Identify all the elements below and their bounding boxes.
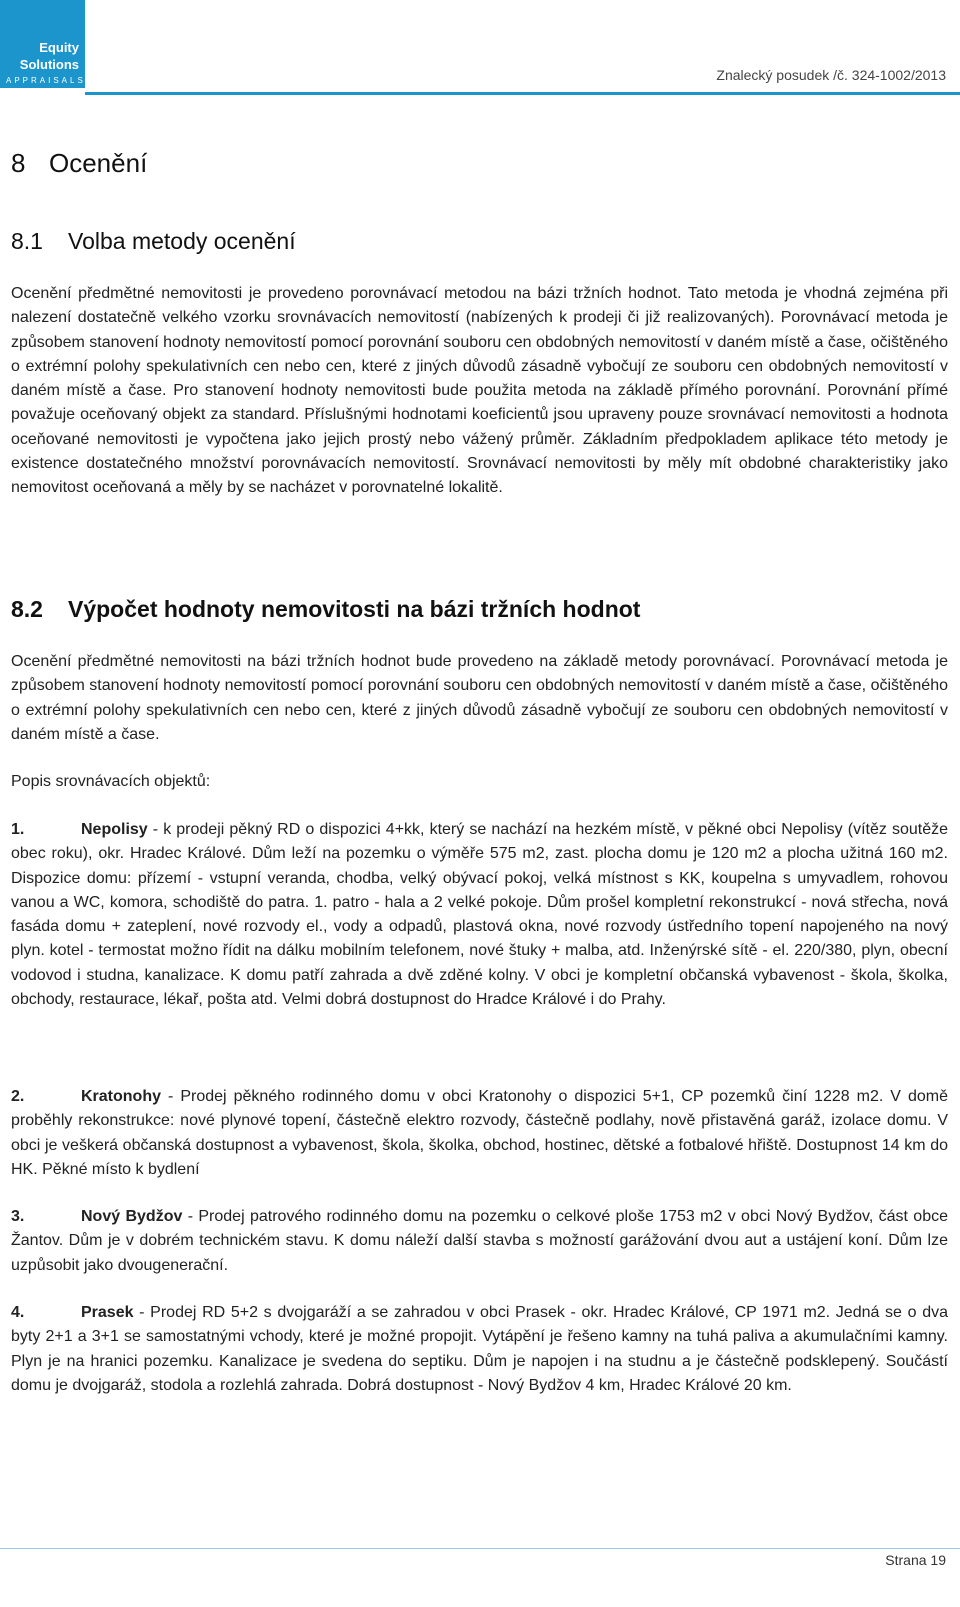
logo-line-solutions: Solutions [19, 57, 79, 72]
object-name: Nový Bydžov [81, 1208, 183, 1225]
header-divider [85, 92, 960, 95]
section-8-heading [11, 148, 147, 179]
object-name: Kratonohy [81, 1088, 161, 1105]
object-description: - Prodej pěkného rodinného domu v obci Kratonohy o dispozici 5+1, CP pozemků činí 1228 m2. V domě proběhly rekonstrukce: nové plynové topení, částečně elektro rozvody, částečně podlahy, nově přistavěná garáž, izolace domu. V obci je veškerá občanská dostupnost a vybavenost, škola, školka, obchod, hostinec, dětské a fotbalové hřiště. Dostupnost 14 km do HK. Pěkné místo k bydlení [11, 1088, 948, 1178]
object-description: - Prodej patrového rodinného domu na pozemku o celkové ploše 1753 m2 v obci Nový Bydžov, část obce Žantov. Dům je v dobrém technickém stavu. K domu náleží další stavba s možností garážování dvou aut a ustájení koní. Dům lze uzpůsobit jako dvougenerační. [11, 1208, 949, 1274]
section-number: 8.1 [11, 228, 43, 254]
section-title: Volba metody ocenění [68, 228, 296, 254]
object-name: Nepolisy [81, 821, 148, 838]
company-logo [0, 0, 85, 88]
section-number: 8.2 [11, 596, 43, 622]
object-name: Prasek [81, 1304, 134, 1321]
object-description: - k prodeji pěkný RD o dispozici 4+kk, který se nachází na hezkém místě, v pěkné obci Nepolisy (vítěz soutěže obec roku), okr. Hradec Králové. Dům leží na pozemku o výměře 575 m2, zast. plocha domu je 120 m2 a plocha užitná 160 m2. Dispozice domu: přízemí - vstupní veranda, chodba, velký obývací pokoj, velká místnost s KK, koupelna s umyvadlem, rohovou vanou a WC, komora, schodiště do patra. 1. patro - hala a 2 velké pokoje. Dům prošel kompletní rekonstrukcí - nová střecha, nová fasáda domu + zateplení, nové rozvody el., vody a odpadů, plastová okna, nové rozvody ústředního topení napojeného na nový plyn. kotel - termostat možno řídit na dálku mobilním telefonem, nové štuky + malba, atd. Inženýrské sítě - el. 220/380, plyn, obecní vodovod i studna, kanalizace. K domu patří zahrada a dvě zděné kolny. V obci je kompletní občanská vybavenost - škola, školka, obchody, restaurace, lékař, pošta atd. Velmi dobrá dostupnost do Hradce Králové i do Prahy. [11, 821, 948, 1009]
section-8-2-paragraph: Ocenění předmětné nemovitosti na bázi tržních hodnot bude provedeno na základě metody porovnávací. Porovnávací metoda je způsobem stanovení hodnoty nemovitostí pomocí porovnání souboru cen obdobných nemovitostí v daném místě a čase, očištěného o extrémní polohy spekulativních cen nebo cen, které z jiných důvodů zásadně vybočují ze souboru cen obdobných nemovitostí v daném místě a čase. [11, 653, 948, 743]
objects-heading: Popis srovnávacích objektů: [11, 773, 211, 790]
object-description: - Prodej RD 5+2 s dvojgaráží a se zahradou v obci Prasek - okr. Hradec Králové, CP 1971 m2. Jedná se o dva byty 2+1 a 3+1 se samostatnými vchody, které je možné propojit. Vytápění je řešeno kamny na tuhá paliva a akumulačními kamny. Plyn je na hranici pozemku. Kanalizace je svedena do septiku. Dům je napojen i na studnu a je částečně podsklepený. Součástí domu je dvojgaráž, stodola a rozlehlá zahrada. Dobrá dostupnost - Nový Bydžov 4 km, Hradec Králové 20 km. [11, 1304, 948, 1394]
logo-line-appraisals: APPRAISALS [6, 76, 86, 85]
object-number: 2. [11, 1088, 25, 1105]
object-item-3 [11, 1205, 948, 1278]
object-number: 3. [11, 1208, 25, 1225]
page-number: Strana 19 [885, 1552, 946, 1568]
object-number: 4. [11, 1304, 25, 1321]
object-item-2 [11, 1085, 948, 1182]
section-number: 8 [11, 148, 26, 178]
section-8-2-heading [11, 596, 640, 623]
object-number: 1. [11, 821, 25, 838]
section-8-1-paragraph: Ocenění předmětné nemovitosti je provedeno porovnávací metodou na bázi tržních hodnot. Tato metoda je vhodná zejména při nalezení dostatečně velkého vzorku srovnávacích nemovitostí (nabízených k prodeji či již realizovaných). Porovnávací metoda je způsobem stanovení hodnoty nemovitostí pomocí porovnání souboru cen obdobných nemovitostí v daném místě a čase, očištěného o extrémní polohy spekulativních cen nebo cen, které z jiných důvodů zásadně vybočují ze souboru cen obdobných nemovitostí v daném místě a čase. Pro stanovení hodnoty nemovitosti bude použita metoda na základě přímého porovnání. Porovnání přímé považuje oceňovaný objekt za standard. Příslušnými hodnotami koeficientů jsou upraveny pouze srovnávací nemovitosti a hodnota oceňované nemovitosti je vypočtena jako jejich prostý nebo vážený průměr. Základním předpokladem aplikace této metody je existence dostatečného množství porovnávacích nemovitostí. Srovnávací nemovitosti by měly mít obdobné charakteristiky jako nemovitost oceňovaná a měly by se nacházet v porovnatelné lokalitě. [11, 285, 948, 497]
section-title: Ocenění [49, 148, 148, 178]
footer-divider [0, 1548, 960, 1549]
object-item-4 [11, 1301, 948, 1398]
object-item-1 [11, 818, 948, 1012]
report-reference: Znalecký posudek /č. 324-1002/2013 [716, 67, 946, 83]
section-title: Výpočet hodnoty nemovitosti na bázi tržních hodnot [68, 596, 641, 622]
section-8-1-heading [11, 228, 296, 255]
logo-line-equity: Equity [39, 40, 79, 55]
